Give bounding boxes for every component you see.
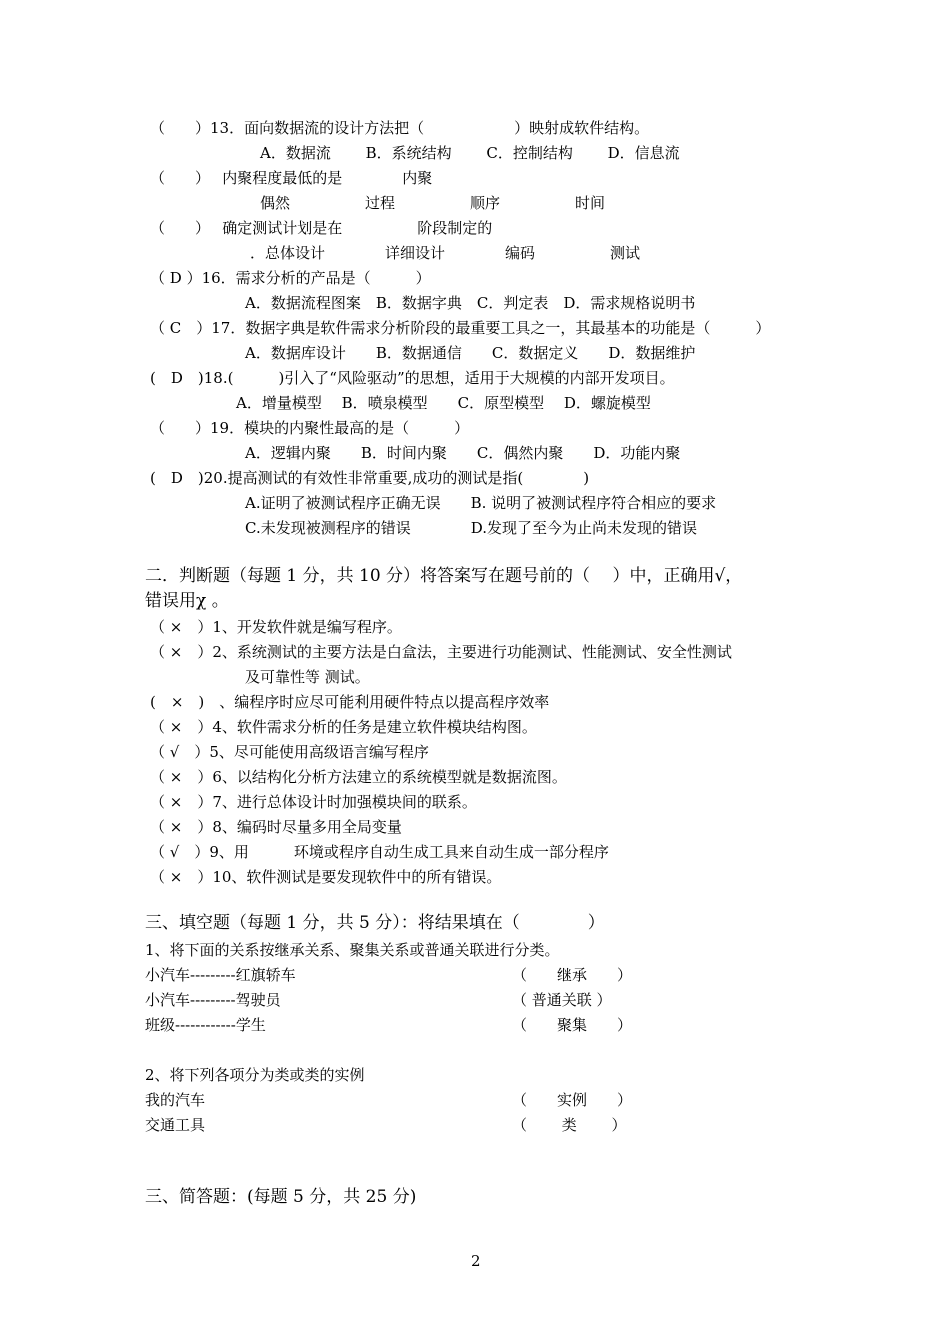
text-line: （ × ）8、编码时尽量多用全局变量	[150, 818, 402, 836]
text-line: （ × ）4、软件需求分析的任务是建立软件模块结构图。	[150, 718, 537, 736]
text-line: 我的汽车	[145, 1091, 206, 1109]
text-line: （ C ）17．数据字典是软件需求分析阶段的最重要工具之一，其最基本的功能是（ ）	[150, 319, 771, 337]
text-line: 班级------------学生	[145, 1016, 266, 1034]
text-line: （ √ ）5、尽可能使用高级语言编写程序	[150, 743, 429, 761]
text-line: 及可靠性等 测试。	[245, 668, 370, 686]
text-line: A．增量模型 B．喷泉模型 C．原型模型 D．螺旋模型	[236, 394, 651, 412]
text-line: ( D )20.提高测试的有效性非常重要,成功的测试是指( )	[150, 469, 590, 487]
text-line: （ × ）10、软件测试是要发现软件中的所有错误。	[150, 868, 502, 886]
text-line: （ ） 确定测试计划是在 阶段制定的	[150, 219, 493, 237]
text-line: ( × ) 、编程序时应尽可能利用硬件特点以提高程序效率	[150, 693, 550, 711]
text-line: （ × ）2、系统测试的主要方法是白盒法，主要进行功能测试、性能测试、安全性测试	[150, 643, 732, 661]
text-line: （ × ）6、以结构化分析方法建立的系统模型就是数据流图。	[150, 768, 567, 786]
text-line: A．逻辑内聚 B．时间内聚 C．偶然内聚 D．功能内聚	[245, 444, 681, 462]
text-line: （ × ）1、开发软件就是编写程序。	[150, 618, 402, 636]
text-line: （ √ ）9、用 环境或程序自动生成工具来自动生成一部分程序	[150, 843, 609, 861]
text-line: （ 聚集 ）	[512, 1016, 633, 1034]
text-line: 错误用χ 。	[145, 591, 229, 611]
text-line: A．数据流 B．系统结构 C．控制结构 D．信息流	[260, 144, 680, 162]
text-line: （ ）19．模块的内聚性最高的是（ ）	[150, 419, 470, 437]
text-line: （ 继承 ）	[512, 966, 633, 984]
text-line: （ 类 ）	[512, 1116, 627, 1134]
text-line: 偶然 过程 顺序 时间	[260, 194, 606, 212]
text-line: ．总体设计 详细设计 编码 测试	[250, 244, 641, 262]
text-line: （ ） 内聚程度最低的是 内聚	[150, 169, 433, 187]
text-line: （ × ）7、进行总体设计时加强模块间的联系。	[150, 793, 477, 811]
text-line: A.证明了被测试程序正确无误 B. 说明了被测试程序符合相应的要求	[245, 494, 717, 512]
text-line: 三、简答题：(每题 5 分，共 25 分)	[145, 1187, 417, 1207]
text-line: 小汽车---------红旗轿车	[145, 966, 296, 984]
text-line: 小汽车---------驾驶员	[145, 991, 281, 1009]
text-line: C.未发现被测程序的错误 D.发现了至今为止尚未发现的错误	[245, 519, 697, 537]
text-line: 三、填空题（每题 1 分，共 5 分）：将结果填在（ ）	[145, 913, 605, 933]
text-line: A．数据库设计 B．数据通信 C．数据定义 D．数据维护	[245, 344, 696, 362]
text-line: （ 普通关联 ）	[512, 991, 612, 1009]
text-line: 2	[471, 1252, 481, 1270]
text-line: （ 实例 ）	[512, 1091, 633, 1109]
text-line: A．数据流程图案 B．数据字典 C．判定表 D．需求规格说明书	[245, 294, 696, 312]
text-line: 1、将下面的关系按继承关系、聚集关系或普通关联进行分类。	[145, 941, 560, 959]
text-line: 二．判断题（每题 1 分，共 10 分）将答案写在题号前的（ ）中，正确用√，	[145, 566, 743, 586]
text-line: （ D ）16．需求分析的产品是（ ）	[150, 269, 431, 287]
text-line: ( D )18.( )引入了“风险驱动”的思想，适用于大规模的内部开发项目。	[150, 369, 675, 387]
text-line: （ ）13．面向数据流的设计方法把（ ）映射成软件结构。	[150, 119, 650, 137]
text-line: 2、将下列各项分为类或类的实例	[145, 1066, 365, 1084]
text-line: 交通工具	[145, 1116, 206, 1134]
